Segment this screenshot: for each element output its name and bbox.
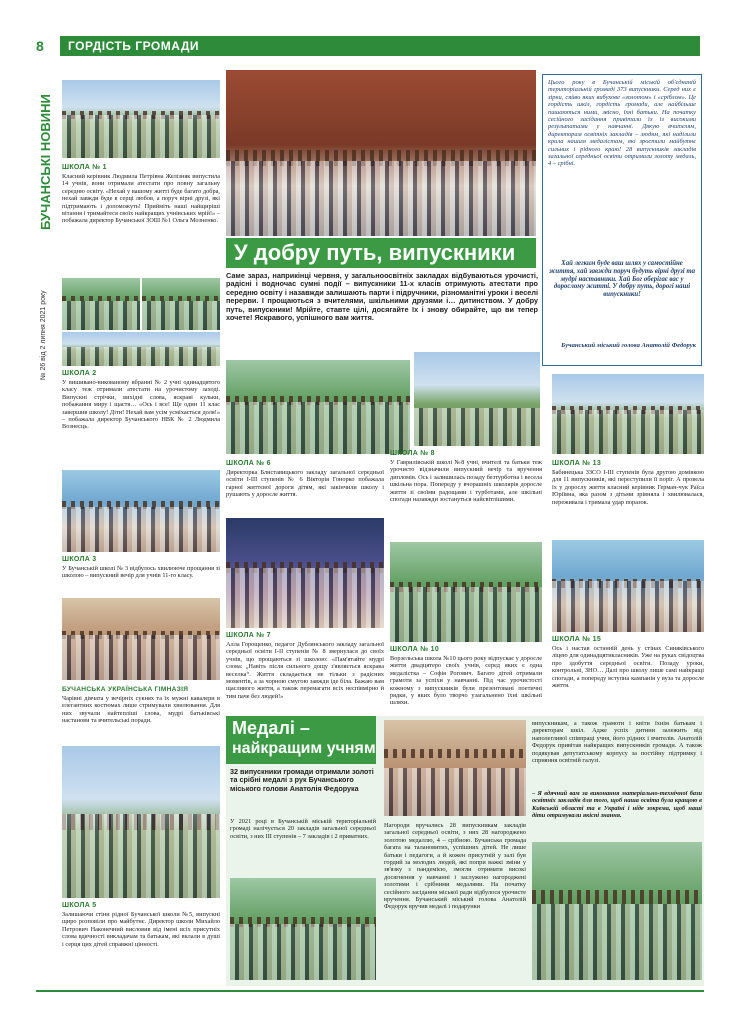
text-gymnasium: Чарівні дівчата у вечірніх сукнях та їх мужні кавалери в елегантних костюмах лише стримували хвилювання. Для них звучали найтепліші слова, мудрі батьківські настанови та вчительські поради. (62, 695, 220, 725)
lead-paragraph: Саме зараз, наприкінці червня, у загальноосвітніх закладах відбуваються урочисті, радісні і водночас сумні події – випускники 11-х класів отримують атестати про середню освіту і назавжди залишають парти і підручники, різноманітні уроки і веселі перерви. І прощаються з вчителями, шкільними друзями і… дитинством. У добру путь, випускники! Мрійте, ставте цілі, досягайте їх і знову обирайте, що ви тепер хочете! Яскравого, успішного вам життя. (226, 272, 538, 323)
photo-school-1 (62, 80, 220, 158)
intro-signature: Бучанський міський голова Анатолій Федорук (561, 342, 696, 349)
text-school-8: У Гаврилівській школі №8 учні, вчителі та батьки теж урочисто відзначили випускний вечір та вручення дипломів. Ось і залишилась позаду безтурботна і весела шкільна пора. Попереду у вчорашніх школярів доросле життя зі своїми радощами і турботами, але шкільні спогади назавжди зостануться найсвітлішими. (390, 459, 542, 504)
bottom-rule (36, 990, 704, 992)
label-school-10: ШКОЛА № 10 (390, 646, 440, 653)
label-school-1: ШКОЛА № 1 (62, 164, 107, 171)
medals-title-2: найкращим учням (232, 740, 376, 757)
text-school-2: У вишивано-викованому вбранні № 2 учні одинадцятого класу теж отримали атестати на урочистому заході. Випускні стрічки, вихідні слова, яскраві кульки, побажання миру і щастя… «Ось і все! Ще один 11 клас завершив школу! Діти! Нехай вам усім усміхається доля!» – побажала директор Бучанського НВК № 2 Людмила Вознесць. (62, 379, 220, 431)
text-school-1: Класний керівник Людмила Петрівна Желізняк випустила 14 учнів, вони отримали атестати про повну загальну середню освіту. «Нехай у вашому житті буде багато добра, нехай завжди буде в серці любов, а поруч вірні друзі, які підтримають і допоможуть! Прийміть наші найщиріші вітання і тримайтеся своїх найкращих учнівських мрій!» – побажала директор Бучанської ЗОШ №1 Ольга Мозненко. (62, 173, 220, 225)
medals-col3-quote: – Я вдячний вам за виконання матеріально-технічної бази освітніх закладів для того, щоб наша освіта була кращою в Київській області та в Україні і ніде зокрема, щоб наші діти отримували якісні знання. (532, 790, 702, 820)
photo-medals-3 (532, 842, 702, 980)
section-title: ГОРДІСТЬ ГРОМАДИ (68, 39, 200, 53)
photo-school-2a (62, 278, 140, 330)
intro-wish: Хай легким буде ваш шлях у самостійне життя, хай завжди поруч будуть вірні друзі та мудрі наставники. Хай Бог оберігає вас у дорослому житті. У добру путь, дорогі наші випускники! (548, 260, 696, 299)
label-gymnasium: БУЧАНСЬКА УКРАЇНСЬКА ГІМНАЗІЯ (62, 686, 189, 693)
label-school-5: ШКОЛА 5 (62, 902, 97, 909)
photo-school-8 (414, 352, 540, 446)
label-school-7: ШКОЛА № 7 (226, 632, 271, 639)
medals-lead: 32 випускники громади отримали золоті та срібні медалі з рук Бучанського міського голови Анатолія Федорука (230, 767, 374, 793)
photo-school-5 (62, 746, 220, 898)
photo-medals-1 (384, 720, 526, 816)
page-number: 8 (36, 38, 44, 54)
label-school-2: ШКОЛА 2 (62, 370, 97, 377)
medals-title-1: Медалі – (232, 718, 310, 738)
label-school-8: ШКОЛА № 8 (390, 450, 435, 457)
intro-text: Цього року в Бучанській міській об'єднаній територіальній громаді 373 випускники. Серед них є зірки, сяйво яких вибухове «золотом» і «сріблом». Це гордість шкіл, гордість громади, але найбільше пишаються ними, звісно, їхні батьки. На початку сесійного засідання привітали їх із високими результатами у навчанні. Дякую вчителям, директорам освітніх закладів – людям, які наділили крила нашим медалістам, які зростили майбутнє сильних і рідного краю! 28 випускників закладів загальної середньої освіти отримали золоту медаль, 4 – срібні. (548, 79, 696, 168)
photo-school-3 (62, 470, 220, 552)
text-school-5: Залишаючи стіни рідної Бучанської школи №5, випускні щиро розповіли про майбутнє. Директор школи Михайло Петрович Наконечний висловив від імені всіх присутніх слова вдячності викладачам та батькам, які вклали в душі і серця цих дітей справжні цінності. (62, 911, 220, 948)
intro-box (542, 74, 702, 366)
photo-school-2b (142, 278, 220, 330)
label-school-6: ШКОЛА № 6 (226, 460, 271, 467)
text-school-3: У Бучанській школі № 3 відбулось хвилююче прощання зі школою – випускний вечір для учнів 11-го класу. (62, 565, 220, 580)
medals-col1: У 2021 році в Бучанській міській територіальній громаді налічується 20 закладів загальної середньої освіти, з них ІІІ ступенів – 7 закладів і 2 приватних. (230, 818, 376, 840)
text-school-15: Ось і настав останній день у стінах Синяківського ліцею для одинадцятикласників. Уже на руках свідоцтва про здобуття середньої освіти. Позаду уроки, контрольні, ЗНО… Далі про школу лише самі найкращі спогади, а попереду вступна кампанія у вуза та доросле життя. (552, 645, 704, 690)
photo-school-10 (390, 542, 542, 642)
text-school-6: Директорка Блиставицького закладу загальної середньої освіти І-ІІІ ступенів № 6 Вікторія Гонорко побажала гарної життєвої дороги дітям, які закінчили школу і рушають у доросле життя. (226, 469, 384, 499)
text-school-13: Бабинецька ЗЗСО І-ІІІ ступенів була другою домівкою для 11 випускників, які переступили її поріг. А провела їх у дорослу життя класний керівник Герман-чук Раїса Юріївна, яка разом з дітьми зрівняла і хвилювалася, переживала і тримала удар поразок. (552, 469, 704, 506)
photo-school-2c (62, 332, 220, 366)
photo-main-graduates (226, 70, 536, 236)
paper-name: БУЧАНСЬКІ НОВИНИ (38, 94, 53, 230)
label-school-15: ШКОЛА № 15 (552, 636, 602, 643)
label-school-3: ШКОЛА 3 (62, 556, 97, 563)
text-school-7: Алла Горощенко, педагог Дублянського закладу загальної середньої освіти І-ІІ ступенів № 8 звернулася до своїх учнів, що прощаються зі школою: «Пам'ятайте мудрі слова: „Навіть після сильного дощу з'являється яскрава веселка“. Життя складається не тільки з радісних моментів, а за чорною смугою завжди іде біла. Бажаю вам щасливого життя, а також перемагати всіх неспівмірно й тим паче без людей!» (226, 641, 384, 700)
label-school-13: ШКОЛА № 13 (552, 460, 602, 467)
photo-school-6 (226, 360, 410, 454)
medals-col3: випускникам, а також грамоти і квіти їхнім батькам і директорам шкіл. Адже успіх дитини залежить від наполегливої співпраці учня, його рідних і вчителів. Анатолій Федорук привітав найкращих випускників громади. А також подякував депутатському корпусу за постійну підтримку і сприяння освітній галузі. (532, 720, 702, 765)
photo-school-13 (552, 374, 704, 454)
photo-school-7 (226, 518, 384, 628)
issue-date: № 26 від 2 липня 2021 року (40, 290, 47, 380)
photo-medals-2 (230, 878, 376, 980)
photo-school-15 (552, 540, 704, 632)
headline: У добру путь, випускники (234, 240, 516, 265)
text-school-10: Ворзельська школа №10 цього року відпускає у доросле життя двадцятеро своїх учнів, серед яких є одна медалістка – Софія Рогович. Багато дітей отримали грамоти за успіхи у навчанні. Під час урочистості кожному з випускників були презентовані поетичні рядки, у яких було творчо узагальнено їхні шкільні шляхи. (390, 655, 542, 707)
medals-col2: Нагороди вручались 28 випускникам закладів загальної середньої освіти, з них 28 нагороджено золотою медаллю, 4 – срібною. Бучанська громада багата на талановитих, успішних дітей. Не лише батьки і педагоги, а й кожен присутній у залі був гордий за молодих людей, які попри важкі зміни у зв'язку з пандемією, змогли отримати високі досягнення у навчанні і заслужено нагороджені золотими і срібними медалями. На початку сесійного засідання міської ради відбулося урочисте вручення. Бучанський міський голова Анатолій Федорук вручив медалі і подарунки (384, 822, 526, 911)
photo-gymnasium (62, 598, 220, 680)
